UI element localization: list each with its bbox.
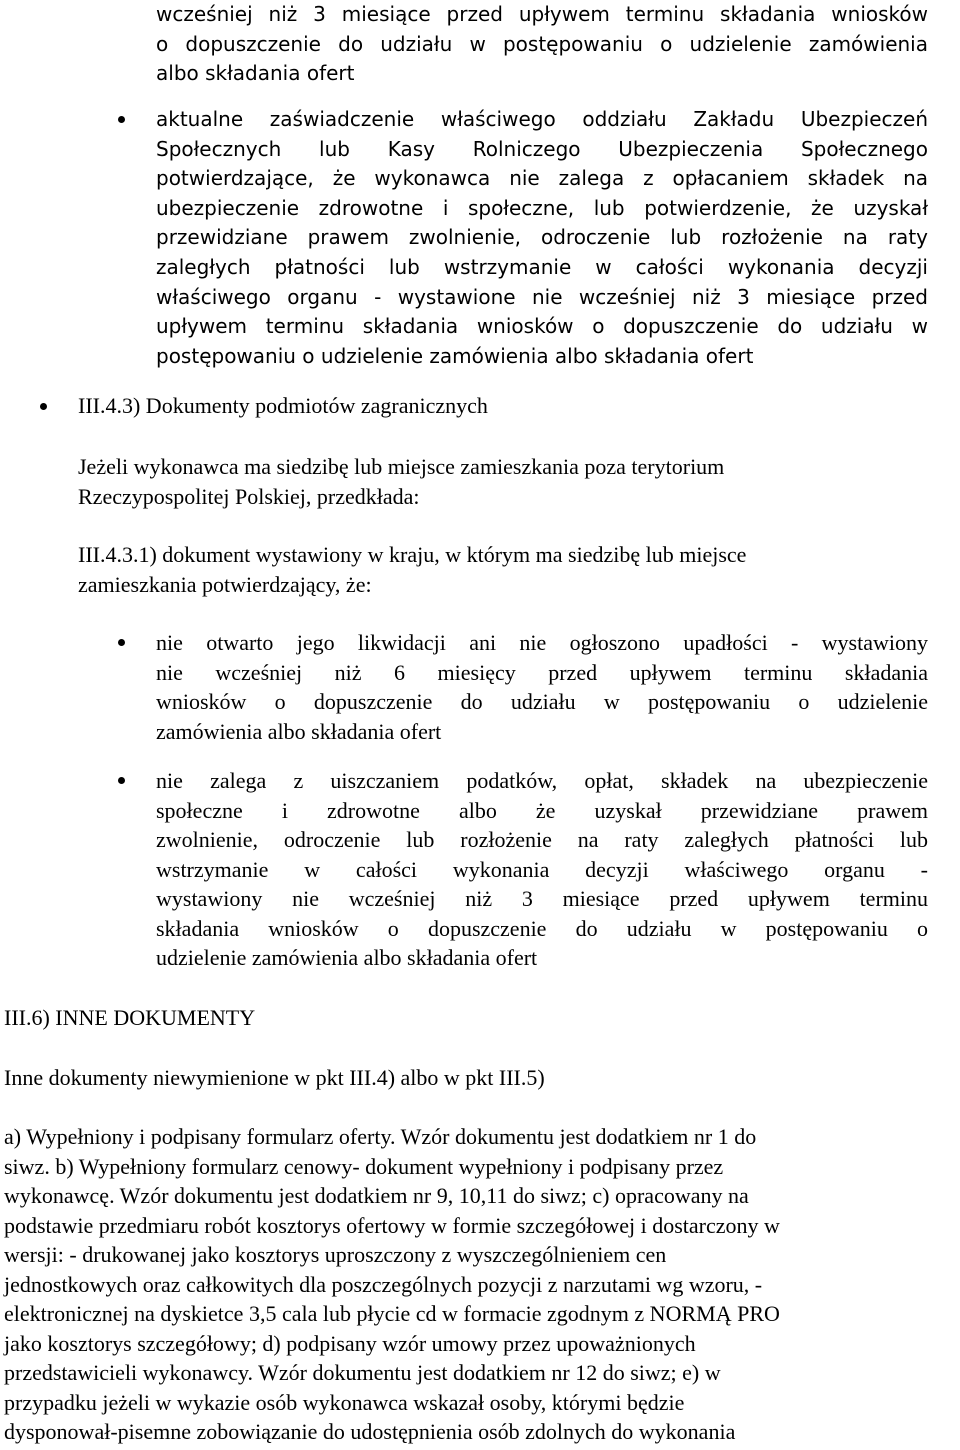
text-line: zamieszkania potwierdzający, że: [78, 571, 372, 597]
subsection-iii-4-3-1 [78, 540, 898, 599]
foreign-entities-intro [78, 452, 878, 511]
text-line: potwierdzające, że wykonawca nie zalega z opłacaniem składek na [156, 166, 928, 191]
text-line: albo składania ofert [156, 61, 355, 86]
bullet-icon [118, 777, 125, 784]
text-line: społeczne i zdrowotne albo że uzyskał przewidziane prawem [156, 797, 928, 823]
text-line: przypadku jeżeli w wykazie osób wykonawca wskazał osoby, którymi będzie [4, 1389, 685, 1415]
text-line: postępowaniu o udzielenie zamówienia albo składania ofert [156, 343, 754, 368]
no-liquidation-item [156, 628, 928, 746]
text-line: Rzeczypospolitej Polskiej, przedkłada: [78, 483, 420, 509]
text-line: udzielenie zamówienia albo składania ofert [156, 945, 538, 970]
text-line: składania wniosków o dopuszczenie do udziału w postępowaniu o [156, 915, 928, 941]
continuation-paragraph [156, 0, 928, 89]
text-line: o dopuszczenie do udziału w postępowaniu o udzielenie zamówienia [156, 31, 928, 56]
text-line: III.4.3.1) dokument wystawiony w kraju, w którym ma siedzibę lub miejsce [78, 542, 747, 567]
text-line: podstawie przedmiaru robót kosztorys ofertowy w formie szczegółowej i dostarczony w [4, 1212, 780, 1238]
text-line: zwolnienie, odroczenie lub rozłożenie na raty zaległych płatności lub [156, 827, 928, 852]
text-line: wersji: - drukowanej jako kosztorys uproszczony z wyszczególnieniem cen [4, 1242, 667, 1267]
text-line: upływem terminu składania wniosków o dopuszczenie do udziału w [156, 314, 928, 339]
section-heading-iii-4-3: III.4.3) Dokumenty podmiotów zagranicznych [78, 393, 488, 418]
text-line: przedstawicieli wykonawcy. Wzór dokumentu jest dodatkiem nr 12 do siwz; e) w [4, 1360, 721, 1385]
text-line: wcześniej niż 3 miesiące przed upływem terminu składania wniosków [156, 2, 928, 26]
text-line: zamówienia albo składania ofert [156, 718, 442, 744]
other-documents-body [4, 1122, 956, 1447]
bullet-icon [118, 639, 125, 646]
bullet-icon [40, 403, 47, 410]
text-line: wykonawcę. Wzór dokumentu jest dodatkiem nr 9, 10,11 do siwz; c) opracowany na [4, 1183, 749, 1208]
bullet-icon [118, 116, 125, 123]
text-line: zaległych płatności lub wstrzymanie w całości wykonania decyzji [156, 254, 928, 279]
no-tax-arrears-item [156, 766, 928, 973]
zus-certificate-item [156, 105, 928, 371]
text-line: wystawiony nie wcześniej niż 3 miesiące przed upływem terminu [156, 886, 928, 911]
text-line: przewidziane prawem zwolnienie, odroczenie lub rozłożenie na raty [156, 225, 928, 250]
text-line: nie wcześniej niż 6 miesięcy przed upływem terminu składania [156, 659, 928, 685]
text-line: właściwego organu - wystawione nie wcześniej niż 3 miesiące przed [156, 284, 928, 309]
text-line: nie otwarto jego likwidacji ani nie ogłoszono upadłości - wystawiony [156, 630, 928, 655]
text-line: dysponował-pisemne zobowiązanie do udostępnienia osób zdolnych do wykonania [4, 1419, 736, 1444]
text-line: siwz. b) Wypełniony formularz cenowy- dokument wypełniony i podpisany przez [4, 1153, 724, 1179]
section-heading-iii-6: III.6) INNE DOKUMENTY [4, 1005, 256, 1030]
text-line: nie zalega z uiszczaniem podatków, opłat, składek na ubezpieczenie [156, 768, 928, 793]
text-line: aktualne zaświadczenie właściwego oddziału Zakładu Ubezpieczeń [156, 107, 928, 131]
text-line: a) Wypełniony i podpisany formularz oferty. Wzór dokumentu jest dodatkiem nr 1 do [4, 1124, 757, 1149]
text-line: ubezpieczenie zdrowotne i społeczne, lub potwierdzenie, że uzyskał [156, 195, 928, 220]
text-line: jako kosztorys szczegółowy; d) podpisany wzór umowy przez upoważnionych [4, 1330, 696, 1356]
other-documents-intro: Inne dokumenty niewymienione w pkt III.4) albo w pkt III.5) [4, 1065, 545, 1090]
text-line: jednostkowych oraz całkowitych dla poszczególnych pozycji z narzutami wg wzoru, - [4, 1271, 763, 1297]
text-line: Społecznych lub Kasy Rolniczego Ubezpieczenia Społecznego [156, 136, 928, 161]
text-line: wstrzymanie w całości wykonania decyzji właściwego organu - [156, 856, 928, 882]
text-line: elektronicznej na dyskietce 3,5 cala lub płycie cd w formacie zgodnym z NORMĄ PRO [4, 1301, 780, 1326]
text-line: Jeżeli wykonawca ma siedzibę lub miejsce zamieszkania poza terytorium [78, 454, 725, 479]
text-line: wniosków o dopuszczenie do udziału w postępowaniu o udzielenie [156, 689, 928, 714]
